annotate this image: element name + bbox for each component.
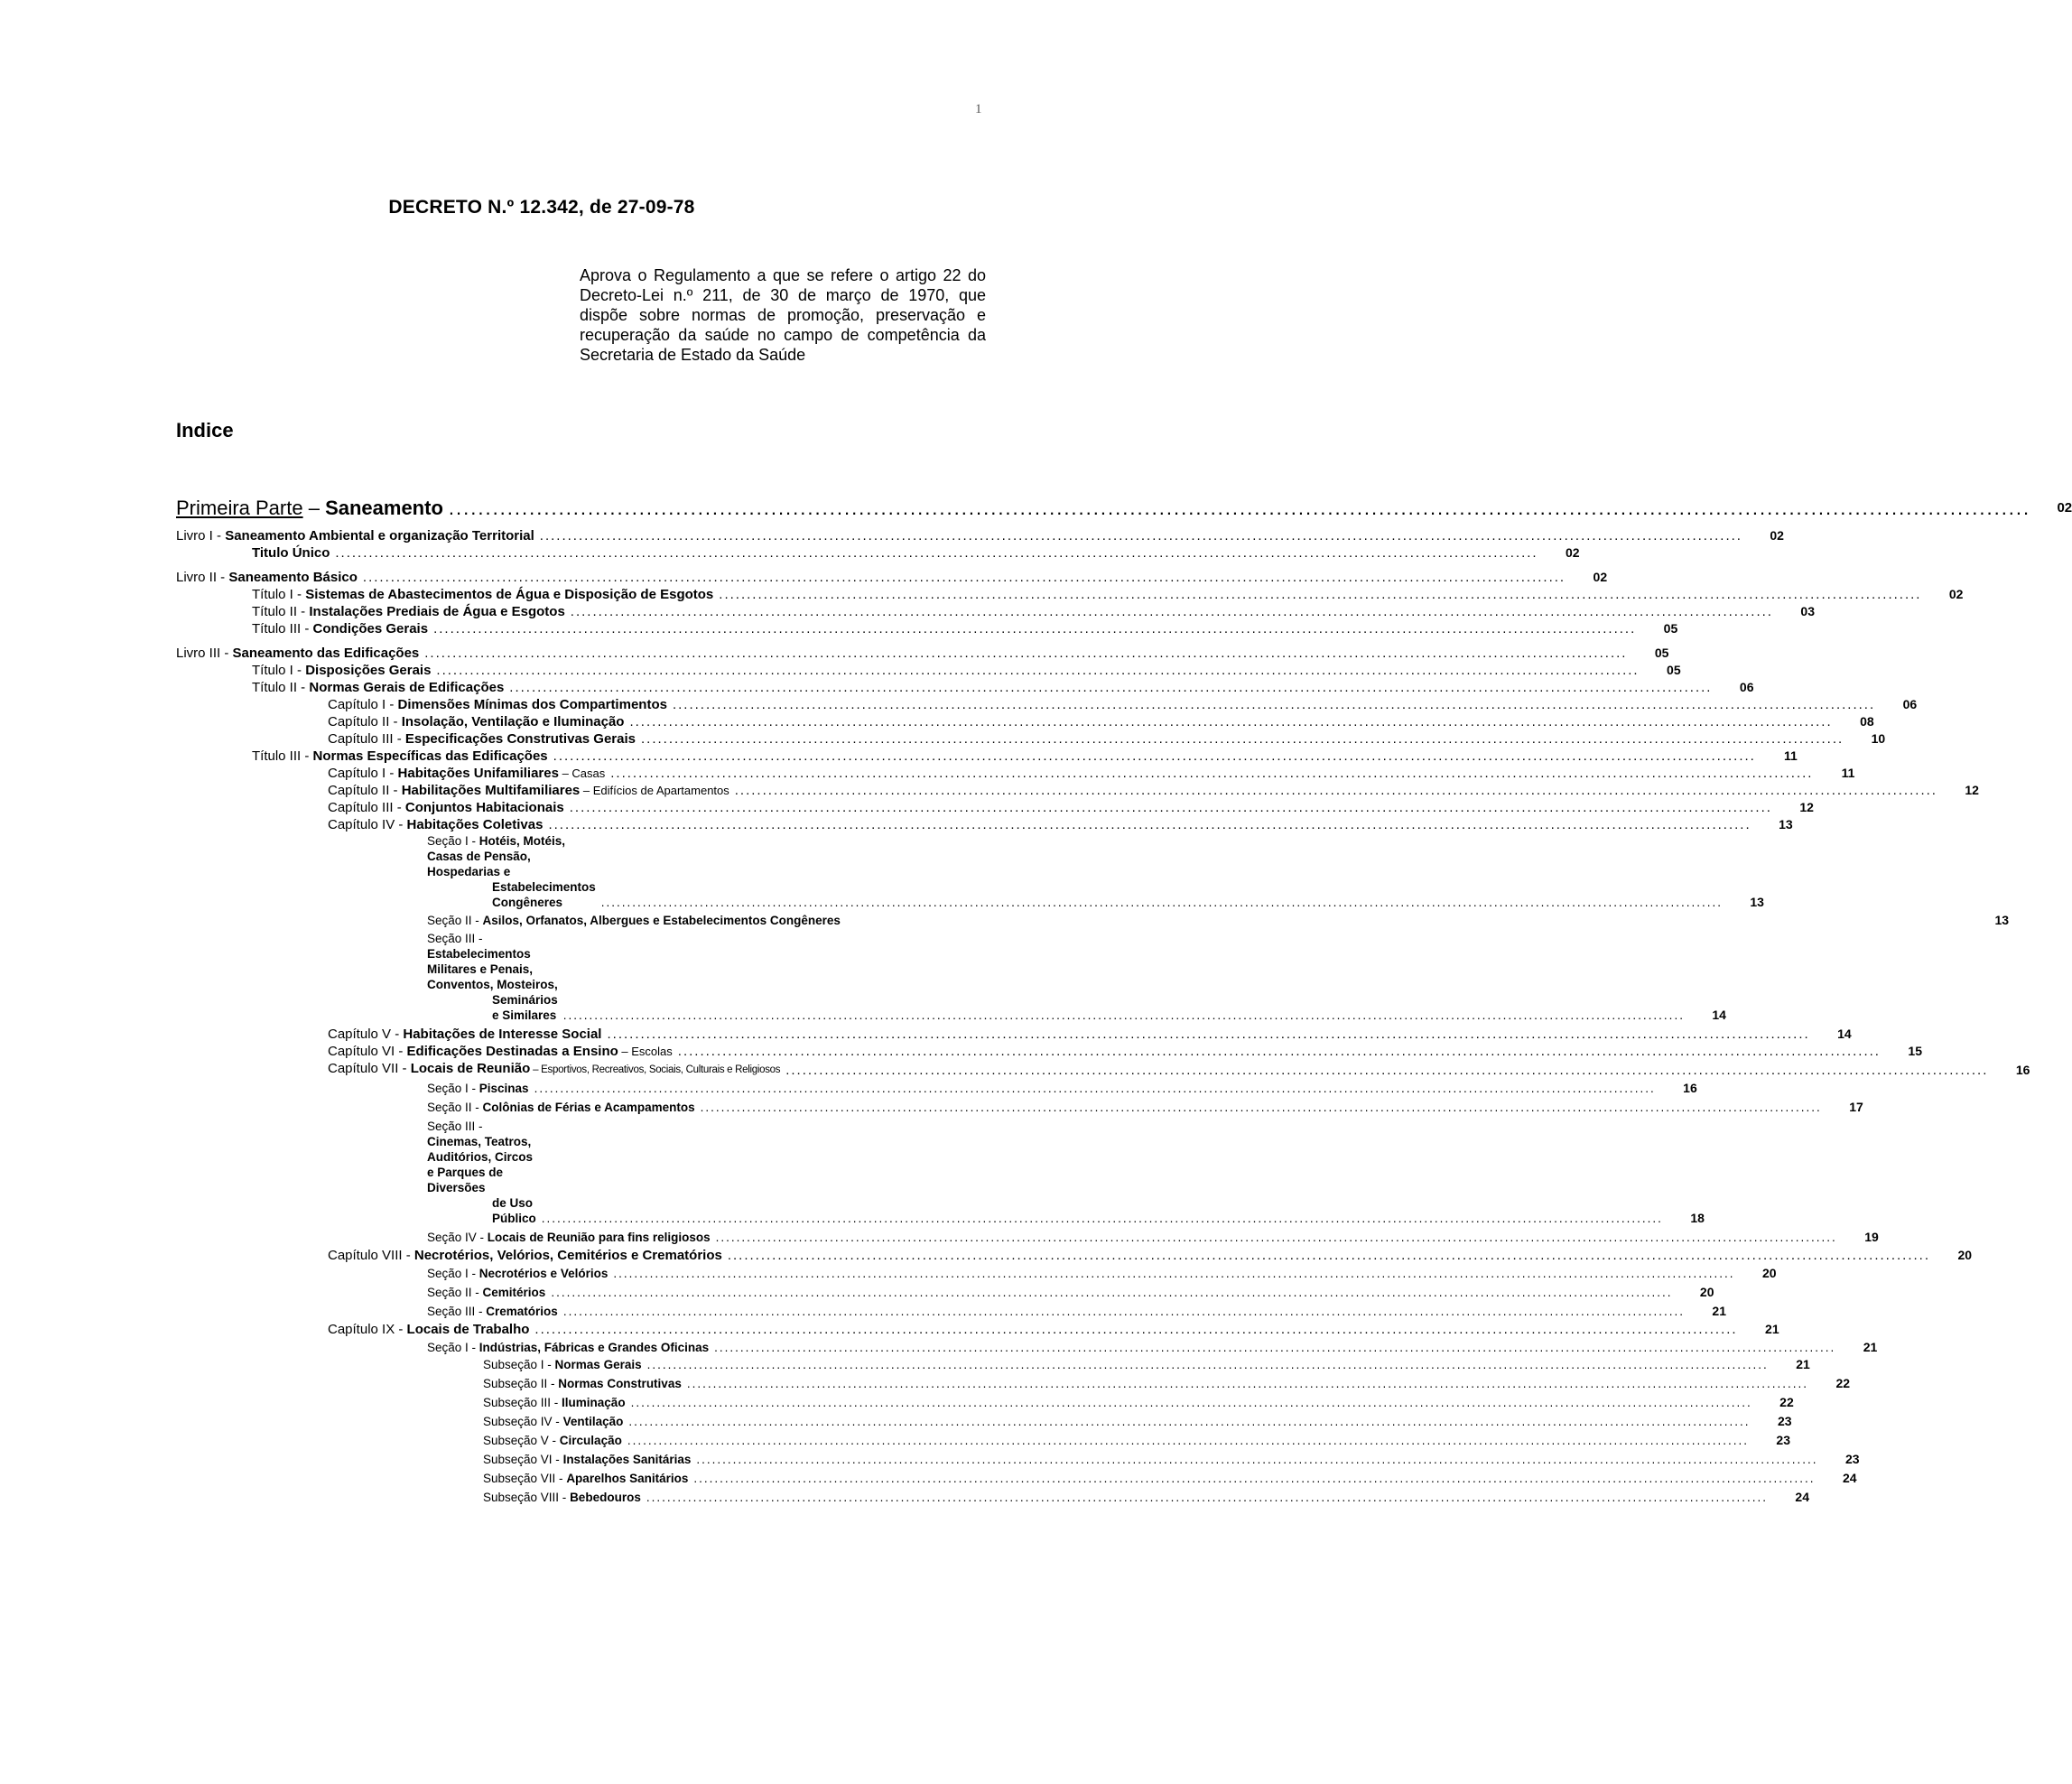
dot-leader: [540, 527, 1742, 544]
toc-entry-page: 15: [1908, 1044, 1922, 1058]
toc-entry-secao: [176, 1081, 1697, 1096]
toc-entry-page: 02: [1593, 570, 1608, 584]
toc-entry-title: Aparelhos Sanitários: [566, 1472, 689, 1485]
dot-leader: [436, 662, 1639, 679]
toc-entry-title: Bebedouros: [570, 1491, 641, 1504]
document-summary: Aprova o Regulamento a que se refere o artigo 22 do Decreto-Lei n.º 211, de 30 de março de 1970, que dispõe sobre normas de promoção, preservação e recuperação da saúde no campo de competência da Secretaria de Estado da Saúde: [580, 266, 986, 364]
toc-entry-prefix: Capítulo V -: [328, 1027, 404, 1042]
toc-entry-title: Ventilação: [562, 1415, 624, 1428]
dot-leader: [719, 586, 1921, 603]
toc-entry-page: 17: [1849, 1100, 1863, 1114]
toc-entry-secao: [176, 833, 1764, 910]
toc-entry-title: Asilos, Orfanatos, Albergues e Estabelecimentos Congêneres: [482, 914, 841, 927]
toc-entry-prefix: Seção I -: [427, 1267, 479, 1280]
toc-entry-title: Dimensões Mínimas dos Compartimentos: [397, 697, 667, 712]
toc-entry-separator: –: [302, 497, 326, 519]
toc-entry-prefix: Seção III -: [427, 932, 483, 945]
toc-entry-title: Habitações Unifamiliares: [397, 766, 559, 781]
document-title: DECRETO N.º 12.342, de 27-09-78: [388, 197, 695, 218]
toc-entry-subsecao: [176, 1374, 1851, 1393]
dot-leader: [563, 1304, 1685, 1319]
toc-entry-livro-ii: [176, 569, 1608, 586]
toc-entry-title: Locais de Reunião para fins religiosos: [487, 1231, 711, 1244]
toc-entry-title: Estabelecimentos Militares e Penais, Conventos, Mosteiros,: [427, 947, 558, 991]
dot-leader: [613, 1266, 1734, 1281]
toc-entry-livro-ii-titulo-i: [176, 586, 1964, 603]
toc-entry-prefix: Livro II -: [176, 570, 229, 585]
toc-entry-subsecao: [176, 1355, 1810, 1374]
toc-entry-prefix: Seção III -: [427, 1305, 487, 1318]
toc-entry-prefix: Seção II -: [427, 914, 483, 927]
dot-leader: [647, 1355, 1769, 1374]
toc-entry-title: Crematórios: [486, 1305, 558, 1318]
toc-entry-subtitle: – Edifícios de Apartamentos: [580, 784, 729, 797]
toc-entry-title: Locais de Trabalho: [406, 1322, 530, 1337]
toc-entry-title: Conjuntos Habitacionais: [404, 800, 564, 815]
dot-leader: [728, 1247, 1930, 1264]
toc-entry-prefix: Livro III -: [176, 646, 233, 661]
dot-leader: [509, 679, 1712, 696]
toc-entry-title-continuation: Seminários e Similares: [492, 993, 558, 1022]
toc-entry-title: Normas Gerais: [554, 1358, 642, 1371]
toc-entry-title: Disposições Gerais: [305, 663, 432, 678]
toc-entry-page: 20: [1699, 1285, 1714, 1299]
dot-leader: [534, 1321, 1737, 1338]
toc-entry-prefix: Título III -: [252, 748, 313, 764]
toc-entry-page: 23: [1844, 1452, 1860, 1466]
dot-leader: [646, 1488, 1768, 1507]
dot-leader: [335, 544, 1538, 562]
dot-leader: [687, 1374, 1808, 1393]
toc-entry-titulo-unico: [176, 544, 1580, 562]
toc-entry-title: Saneamento Ambiental e organização Territorial: [225, 528, 534, 544]
toc-entry-livro-ii-titulo-ii: [176, 603, 1815, 620]
toc-entry-prefix: Seção I -: [427, 1341, 479, 1354]
toc-entry-prefix: Subseção IV -: [483, 1415, 563, 1428]
dot-leader: [548, 816, 1751, 833]
toc-entry-livro-iii-titulo-i: [176, 662, 1681, 679]
toc-entry-page: 02: [2057, 500, 2072, 516]
toc-entry-page: 23: [1777, 1414, 1792, 1428]
toc-entry-secao: [176, 1230, 1879, 1245]
toc-entry-secao: [176, 1340, 1878, 1355]
toc-entry-secao: [176, 1266, 1777, 1281]
toc-entry-page: 12: [1799, 800, 1814, 814]
toc-entry-capitulo: [176, 816, 1793, 833]
toc-entry-subsecao: [176, 1488, 1809, 1507]
toc-entry-page: 11: [1784, 748, 1798, 763]
toc-entry-prefix: Subseção V -: [483, 1434, 560, 1447]
toc-entry-livro-iii-titulo-ii: [176, 679, 1754, 696]
toc-entry-page: 24: [1795, 1490, 1809, 1504]
toc-entry-title: Circulação: [559, 1434, 622, 1447]
toc-entry-title: Instalações Sanitárias: [562, 1453, 692, 1466]
toc-entry-page: 21: [1796, 1357, 1810, 1371]
toc-entry-page: 05: [1663, 621, 1678, 636]
toc-entry-title: Saneamento Básico: [228, 570, 358, 585]
toc-entry-capitulo: [176, 1060, 2030, 1079]
toc-entry-title: Instalações Prediais de Água e Esgotos: [309, 604, 565, 619]
toc-entry-prefix: Capítulo I -: [328, 697, 398, 712]
toc-entry-capitulo: [176, 799, 1814, 816]
toc-entry-prefix: Subseção VI -: [483, 1453, 563, 1466]
dot-leader: [673, 696, 1875, 713]
toc-entry-prefix: Capítulo VI -: [328, 1044, 407, 1059]
dot-leader: [678, 1043, 1881, 1060]
toc-entry-page: 10: [1871, 731, 1886, 746]
toc-entry-title: Habitações Coletivas: [406, 817, 544, 832]
toc-entry-prefix: Seção III -: [427, 1120, 483, 1133]
dot-leader: [641, 730, 1844, 748]
toc-entry-prefix: Capítulo IX -: [328, 1322, 407, 1337]
toc-entry-livro-iii: [176, 645, 1669, 662]
toc-entry-page: 16: [2015, 1063, 2030, 1077]
toc-entry-page: 14: [1837, 1027, 1852, 1041]
toc-entry-title: Condições Gerais: [312, 621, 429, 636]
dot-leader: [563, 1008, 1685, 1023]
toc-entry-capitulo: [176, 782, 1979, 799]
dot-leader: [631, 1393, 1752, 1412]
toc-entry-title: Cinemas, Teatros, Auditórios, Circos e Parques de Diversões: [427, 1135, 534, 1194]
toc-entry-prefix: Capítulo VIII -: [328, 1248, 414, 1263]
toc-entry-title: Saneamento: [325, 497, 443, 519]
toc-entry-prefix: Capítulo IV -: [328, 817, 407, 832]
toc-entry-page: 05: [1654, 646, 1669, 660]
toc-entry-subsecao: [176, 1450, 1860, 1469]
toc-entry-prefix: Título I -: [252, 587, 306, 602]
toc-entry-title: Especificações Construtivas Gerais: [404, 731, 636, 747]
dot-leader: [542, 1211, 1663, 1226]
toc-entry-title: Sistemas de Abastecimentos de Água e Disposição de Esgotos: [305, 587, 714, 602]
dot-leader: [551, 1285, 1672, 1300]
toc-entry-prefix: Capítulo II -: [328, 783, 402, 798]
toc-entry-title: Cemitérios: [482, 1286, 546, 1299]
dot-leader: [629, 713, 1832, 730]
toc-entry-prefix: Capítulo VII -: [328, 1061, 411, 1076]
toc-entry-prefix: Capítulo I -: [328, 766, 398, 781]
toc-entry-page: 14: [1712, 1008, 1726, 1022]
toc-entry-page: 12: [1965, 783, 1979, 797]
toc-entry-prefix: Capítulo II -: [328, 714, 402, 729]
toc-entry-subtitle: – Casas: [558, 767, 606, 780]
toc-entry-page: 20: [1761, 1266, 1777, 1280]
toc-entry-capitulo: [176, 1026, 1852, 1043]
toc-entry-prefix: Subseção I -: [483, 1358, 555, 1371]
toc-entry-capitulo: [176, 1321, 1779, 1338]
toc-entry-title: Edificações Destinadas a Ensino: [406, 1044, 618, 1059]
toc-entry-prefix: Capítulo III -: [328, 800, 405, 815]
dot-leader: [607, 1026, 1809, 1043]
dot-leader: [534, 1081, 1656, 1096]
toc-entry-livro-i: [176, 527, 1784, 544]
toc-entry-prefix: Livro I -: [176, 528, 226, 544]
toc-entry-prefix: Capítulo III -: [328, 731, 405, 747]
toc-entry-capitulo: [176, 730, 1886, 748]
toc-entry-prefix: Seção IV -: [427, 1231, 488, 1244]
toc-entry-title: Insolação, Ventilação e Iluminação: [401, 714, 625, 729]
toc-entry-prefix: Título II -: [252, 604, 310, 619]
toc-entry-capitulo: [176, 696, 1918, 713]
toc-entry-title: Saneamento das Edificações: [232, 646, 420, 661]
dot-leader: [449, 495, 2030, 522]
toc-entry-secao: [176, 931, 1726, 1023]
toc-entry-page: 21: [1765, 1322, 1779, 1336]
toc-entry-title: Necrotérios, Velórios, Cemitérios e Crematórios: [413, 1248, 722, 1263]
toc-entry-capitulo: [176, 765, 1855, 782]
dot-leader: [628, 1412, 1750, 1431]
toc-entry-subsecao: [176, 1412, 1792, 1431]
toc-entry-page: 05: [1667, 663, 1681, 677]
dot-leader: [363, 569, 1566, 586]
toc-entry-title: Necrotérios e Velórios: [479, 1267, 609, 1280]
toc-entry-page: 13: [1750, 895, 1764, 909]
dot-leader: [785, 1062, 1988, 1079]
toc-entry-page: 02: [1566, 545, 1580, 560]
toc-entry-page: 22: [1835, 1376, 1851, 1390]
toc-entry-title: Iluminação: [562, 1396, 626, 1409]
toc-entry-capitulo: [176, 1043, 1922, 1060]
toc-entry-secao: [176, 1100, 1863, 1115]
index-heading: Indice: [176, 419, 234, 441]
toc-entry-page: 16: [1683, 1081, 1697, 1095]
toc-entry-title: Colônias de Férias e Acampamentos: [482, 1101, 695, 1114]
toc-entry-prefix: Título I -: [252, 663, 306, 678]
dot-leader: [424, 645, 1627, 662]
toc-entry-livro-iii-titulo-iii: [176, 748, 1798, 765]
toc-entry-title-continuation: Estabelecimentos Congêneres: [492, 880, 596, 909]
toc-entry-page: 03: [1800, 604, 1815, 618]
toc-entry-page: 20: [1957, 1248, 1973, 1262]
toc-entry-secao: [176, 1285, 1714, 1300]
toc-entry-subtitle: – Esportivos, Recreativos, Sociais, Culturais e Religiosos: [530, 1064, 781, 1075]
toc-entry-prefix: Subseção VII -: [483, 1472, 567, 1485]
dot-leader: [570, 799, 1772, 816]
toc-entry-page: 21: [1712, 1304, 1726, 1318]
toc-entry-title: Locais de Reunião: [410, 1061, 531, 1076]
toc-entry-secao: [176, 913, 2010, 928]
toc-entry-page: 13: [1994, 913, 2010, 927]
dot-leader: [693, 1469, 1815, 1488]
dot-leader: [714, 1340, 1835, 1355]
toc-entry-title: Normas Construtivas: [558, 1377, 682, 1390]
dot-leader: [716, 1230, 1837, 1245]
dot-leader: [610, 765, 1813, 782]
toc-entry-page: 06: [1902, 697, 1918, 711]
toc-entry-capitulo: [176, 713, 1874, 730]
toc-entry-page: 19: [1864, 1230, 1879, 1244]
toc-entry-livro-ii-titulo-iii: [176, 620, 1678, 637]
dot-leader: [735, 782, 1937, 799]
toc-entry-secao: [176, 1304, 1726, 1319]
toc-entry-page: 21: [1863, 1340, 1878, 1354]
toc-entry-page: 13: [1779, 817, 1793, 832]
toc-entry-page: 02: [1770, 528, 1784, 543]
toc-entry-title: Habilitações Multifamiliares: [401, 783, 581, 798]
toc-entry-title: Titulo Único: [252, 545, 330, 561]
table-of-contents: [176, 495, 2072, 1507]
dot-leader: [571, 603, 1773, 620]
toc-entry-prefix: Subseção VIII -: [483, 1491, 571, 1504]
toc-entry-page: 22: [1779, 1395, 1794, 1409]
toc-entry-title: Habitações de Interesse Social: [403, 1027, 602, 1042]
toc-entry-page: 24: [1842, 1471, 1857, 1485]
toc-entry-title: Piscinas: [479, 1082, 529, 1095]
toc-entry-title-continuation: de Uso Público: [492, 1196, 536, 1225]
toc-entry-prefix: Seção II -: [427, 1286, 483, 1299]
page-number: 1: [975, 102, 982, 116]
toc-entry-prefix: Subseção III -: [483, 1396, 562, 1409]
toc-entry-prefix: Subseção II -: [483, 1377, 559, 1390]
toc-entry-page: 06: [1739, 680, 1754, 694]
toc-entry-title: Hotéis, Motéis, Casas de Pensão, Hospedarias e: [427, 834, 566, 878]
toc-entry-prefix: Seção II -: [427, 1101, 483, 1114]
toc-entry-page: 23: [1776, 1433, 1790, 1447]
toc-entry-prefix: Título II -: [252, 680, 310, 695]
toc-entry-page: 08: [1860, 714, 1874, 729]
toc-entry-prefix: Seção I -: [427, 834, 479, 848]
dot-leader: [701, 1100, 1822, 1115]
toc-entry-subsecao: [176, 1431, 1790, 1450]
toc-entry-page: 02: [1948, 587, 1964, 601]
toc-entry-secao: [176, 1119, 1705, 1226]
toc-entry-subtitle: – Escolas: [618, 1045, 673, 1058]
dot-leader: [553, 748, 1756, 765]
toc-entry-page: 11: [1841, 766, 1855, 780]
toc-entry-title: Indústrias, Fábricas e Grandes Oficinas: [479, 1341, 710, 1354]
toc-entry-prefix: Seção I -: [427, 1082, 479, 1095]
toc-entry-title: Normas Gerais de Edificações: [309, 680, 505, 695]
toc-entry-prefix: Título III -: [252, 621, 313, 636]
dot-leader: [627, 1431, 1749, 1450]
toc-entry-prefix: Primeira Parte: [176, 497, 303, 519]
toc-entry-capitulo: [176, 1247, 1973, 1264]
dot-leader: [601, 895, 1723, 910]
dot-leader: [696, 1450, 1817, 1469]
toc-entry-primeira-parte: [176, 495, 2072, 522]
toc-entry-title: Normas Específicas das Edificações: [312, 748, 548, 764]
toc-entry-subsecao: [176, 1469, 1857, 1488]
toc-entry-subsecao: [176, 1393, 1794, 1412]
toc-entry-page: 18: [1690, 1211, 1705, 1225]
dot-leader: [433, 620, 1636, 637]
